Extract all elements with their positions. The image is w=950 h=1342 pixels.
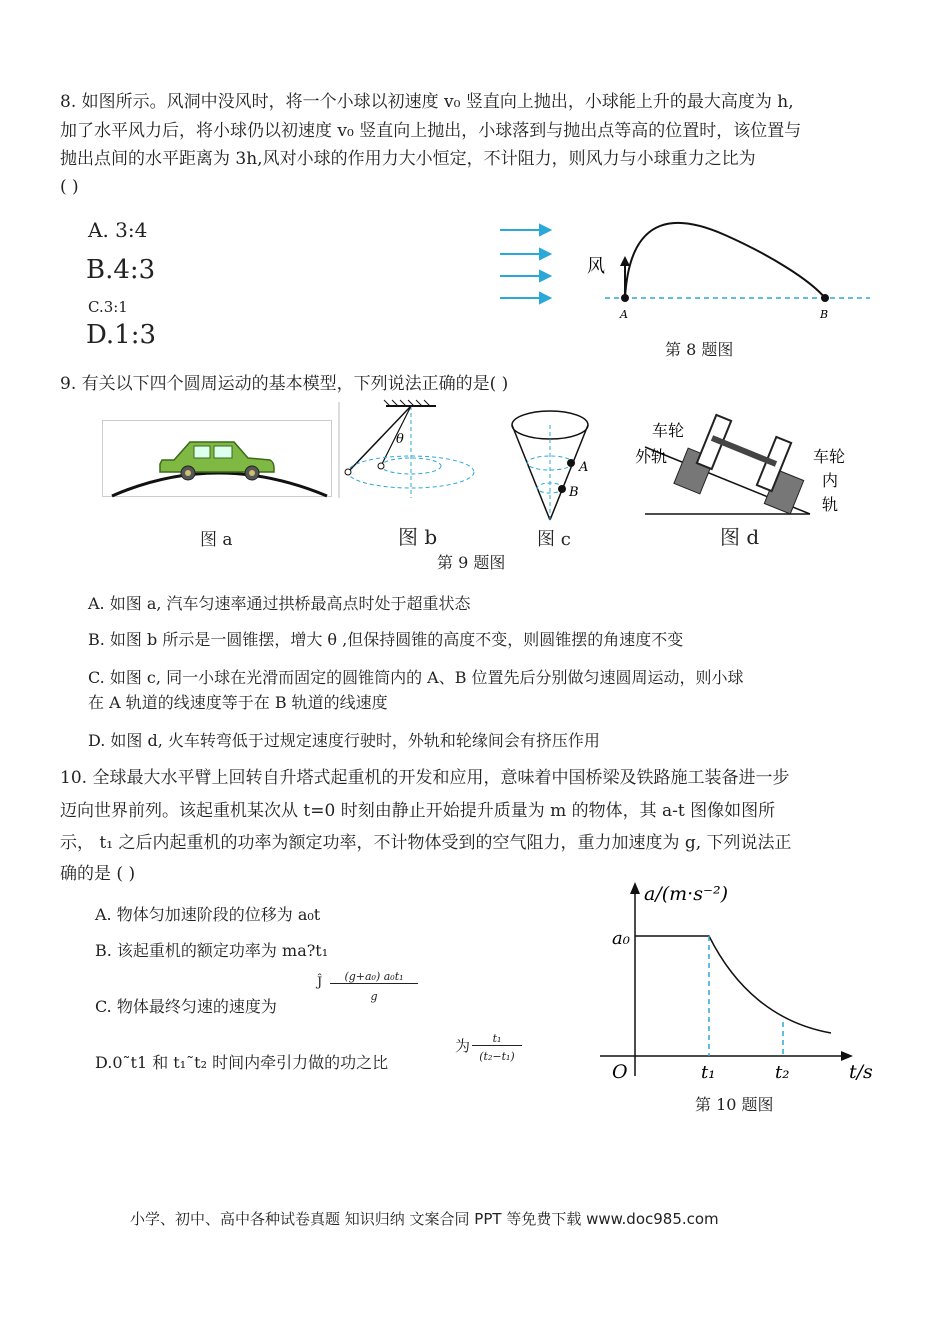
q10-option-a: A. 物体匀加速阶段的位移为 a₀t (95, 905, 321, 924)
inner-rail-label-1: 内 (822, 471, 839, 490)
q9-option-b: B. 如图 b 所示是一圆锥摆，增大 θ ,但保持圆锥的高度不变，则圆锥摆的角速度不变 (88, 630, 684, 649)
q9-option-a: A. 如图 a, 汽车匀速率通过拱桥最高点时处于超重状态 (88, 594, 471, 613)
q8-option-d: D.1:3 (86, 320, 157, 350)
wind-arrows (500, 225, 550, 303)
footer-text: 小学、初中、高中各种试卷真题 知识归纳 文案合同 PPT 等免费下载 www.doc985.com (130, 1210, 719, 1228)
cone-point-b: B (569, 485, 579, 500)
fig-c-label: 图 c (537, 529, 571, 550)
q10-option-c-denominator: g (370, 990, 378, 1003)
trajectory-curve (625, 223, 825, 298)
q10-stem-line3: 示， t₁ 之后内起重机的功率为额定功率，不计物体受到的空气阻力，重力加速度为 g, 下列说法正 (60, 833, 792, 853)
point-a-label: A (620, 308, 628, 320)
q10-option-d-prefix: 为 (455, 1037, 471, 1055)
q9-option-c-cont: 在 A 轨道的线速度等于在 B 轨道的线速度 (88, 693, 388, 712)
fig-d-train-track (600, 402, 870, 522)
q10-option-d-numerator: t₁ (472, 1032, 522, 1046)
q10-option-d: D.0˜t1 和 t₁˜t₂ 时间内牵引力做的功之比 (95, 1053, 389, 1072)
q9-stem: 9. 有关以下四个圆周运动的基本模型，下列说法正确的是( ) (60, 374, 509, 394)
q10-stem-line2: 迈向世界前列。该起重机某次从 t=0 时刻由静止开始提升质量为 m 的物体，其 a-t 图像如图所 (60, 801, 776, 821)
q8-stem-line4: ( ) (60, 177, 79, 197)
q10-stem-line1: 10. 全球最大水平臂上回转自升塔式起重机的开发和应用，意味着中国桥梁及铁路施工装备进一步 (60, 768, 790, 788)
q10-option-c-numerator: (g+a₀) a₀t₁ (330, 970, 418, 984)
outer-rail-label: 外轨 (635, 447, 668, 466)
cone-point-a: A (579, 460, 589, 475)
point-b-dot (821, 294, 829, 302)
fig-a-label: 图 a (200, 530, 233, 550)
graph-origin-label: O (612, 1061, 628, 1083)
q10-option-c-prefix: Ĵ (317, 975, 323, 990)
fig-b-label: 图 b (398, 525, 438, 549)
axle (712, 438, 776, 464)
q8-stem-line1: 8. 如图所示。风洞中没风时，将一个小球以初速度 v₀ 竖直向上抛出，小球能上升的最大高度为 h, (60, 92, 794, 112)
wind-label: 风 (587, 256, 605, 277)
q10-option-c: C. 物体最终匀速的速度为 (95, 997, 277, 1016)
graph-t1-label: t₁ (701, 1062, 716, 1083)
point-b-label: B (820, 308, 829, 320)
wheel-left-label: 车轮 (652, 421, 685, 440)
q8-stem-line3: 抛出点间的水平距离为 3h,风对小球的作用力大小恒定，不计阻力，则风力与小球重力之比为 (60, 149, 756, 169)
q9-caption: 第 9 题图 (437, 553, 506, 572)
q10-caption: 第 10 题图 (695, 1095, 774, 1114)
q8-wind-figure (490, 210, 880, 320)
arch-bridge (112, 473, 327, 496)
right-wheel-rail (757, 437, 804, 514)
fig-b-conical-pendulum (336, 398, 486, 510)
q9-option-d: D. 如图 d, 火车转弯低于过规定速度行驶时，外轨和轮缘间会有挤压作用 (88, 731, 600, 750)
q8-stem-line2: 加了水平风力后，将小球仍以初速度 v₀ 竖直向上抛出，小球落到与抛出点等高的位置时，该位置与 (60, 121, 802, 141)
graph-a0-label: a₀ (612, 928, 630, 949)
q8-option-c: C.3:1 (88, 298, 128, 316)
fig-c-cone (505, 405, 600, 525)
q10-at-graph (595, 878, 885, 1088)
q8-caption: 第 8 题图 (665, 340, 734, 359)
q10-stem-line4: 确的是 ( ) (60, 864, 136, 884)
q9-option-c: C. 如图 c, 同一小球在光滑而固定的圆锥筒内的 A、B 位置先后分别做匀速圆周运动，则小球 (88, 668, 744, 687)
point-a-dot (621, 294, 629, 302)
q8-option-a: A. 3:4 (88, 218, 148, 242)
fig-d-label: 图 d (720, 525, 760, 549)
theta-label: θ (396, 432, 404, 447)
graph-xlabel: t/s (849, 1061, 873, 1083)
fig-a-car-bridge (102, 420, 332, 498)
q10-option-b: B. 该起重机的额定功率为 ma?t₁ (95, 941, 329, 960)
graph-t2-label: t₂ (775, 1062, 790, 1083)
inner-rail-label-2: 轨 (822, 495, 839, 514)
q10-option-d-denominator: (t₂−t₁) (479, 1050, 515, 1063)
q8-option-b: B.4:3 (86, 255, 156, 285)
wheel-right-label: 车轮 (813, 447, 846, 466)
acceleration-curve (635, 936, 831, 1033)
graph-ylabel: a/(m·s⁻²) (644, 883, 729, 905)
